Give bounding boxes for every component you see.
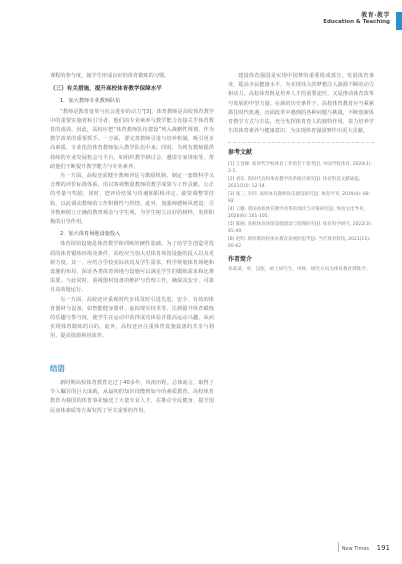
paragraph: 另一方面，高校还需健全教师评估与激励机制，制定一套既科学又合理的评价标准体系，用以客观衡量教师的教学成果与工作贡献，公正的考量与奖励，同时，把评价结果与待遇和职称评定、薪资调整等挂钩，以此调动教师的工作积极性与热情。此外，加强师德师风建设，引导教师树立正确的教育观念与学生观，为学生树立良好的榜样，发挥积极的引导作用。 [50,173,214,226]
reference-item: [1] 王登峰. 新时代学校体育工作的若干思考[J]. 中国学校体育, 2020(1): 2-5. [228,161,373,174]
journal-name: New Times [341,546,370,552]
section-title: 教育·教学 [361,12,390,19]
references-title: 参考文献 [228,149,253,157]
paragraph: 课程的参与度，使学生形成良好的体育锻炼的习惯。 [50,73,170,79]
author-bio: 孙某某，男，汉族，硕士研究生，讲师，研究方向为体育教育训练学。 [228,266,371,272]
page-footer [342,544,390,552]
left-column [50,72,214,416]
reference-item: [2] 刘东. 新时代高校体育教学改革路径探究[J]. 体育科技文献通报, 2021(10): 12-14. [228,176,361,189]
section-subtitle: Education & Teaching [323,19,390,25]
paragraph: 建设体育强国是实现中国梦的重要组成部分。发展体育事业，提高全民健康水平，为实现伟大的梦想注入源源不断的动力和活力。高校体育既是培养人才的重要途径，又是推动体育改革与发展的中坚力量。在新的历史条件下，高校体育教育应当紧紧抓住时代机遇，直面改革中遇到的各种问题与挑战，不断创新体育教学方式与方法，充分发挥体育育人的独特作用，着力培养学生的体育素养与健康意识，为实现体育强国梦作出更大贡献。 [228,73,374,135]
subsection-heading: 1．加大教师专业教师队伍 [60,98,121,105]
reference-item: [3] 张三, 李四. 高校体育教师队伍建设研究[J]. 体育学刊, 2019(4): 88-92. [228,191,371,204]
header-accent-bar [396,12,402,30]
paragraph: “教师是教育变革与社会进步的动力”[3]，体育教师是高校体育教学中的重要实施者和引导者，他们的专业素养与教学能力直接关乎体育教育的成效。因此，高校应把“体育教师队伍建设”列入战略性规划，作为教学改革的重要抓手。一方面，要完善教师引进与培养机制，吸引更多高素质、专业化的体育教师加入教学队伍中来；同时，为现有教师提供持续的专业发展机会与平台，如组织教学研讨会、邀请专家讲座等，帮助他们不断提升教学能力与专业素养。 [50,108,214,170]
subsection-heading: 2．加大体育场地设施投入 [60,231,121,238]
references-list [228,161,374,250]
footer-divider [338,542,339,552]
divider [228,142,374,144]
conclusion-title: 结语 [50,363,65,373]
page-number: 191 [376,544,390,552]
page-header [323,10,390,25]
section-heading: （三）有关措施，提升高校体育教学保障水平 [50,86,162,93]
reference-item: [6] 赵明. 新时期高校体育教育发展的思考[J]. 当代体育科技, 2021(15): 60-62. [228,236,371,249]
conclusion-paragraph: 新时期高校体育教育走过了40多年，风雨历程。总体而言，取得了令人瞩目的巨大成就，从最初的知识技能到如今的素质教育。高校体育教育为我国的体育事业输送了大量专业人才，在推动全民健身、提升国民身体素质等方面发挥了至关重要的作用。 [50,379,214,414]
right-column [228,72,374,273]
paragraph: 另一方面，高校还应重视时代步伐及时引进先进、安全、有效的体育器材与设备，如智能健身器材、虚拟现实技术等，达到提升体育锻炼的乐趣与参与度，使学生在运动中获得成功体验并提高运动兴趣，从而实现体育锻炼的目的。此外，高校还应注重体育设施设备的共享与利用，提高资源利用效率。 [50,296,214,340]
reference-item: [4] 王鹏. 我国高校体育教学改革的现状与对策研究[J]. 体育文化导刊, 2020(6): 101-105. [228,206,365,219]
reference-item: [5] 陈刚. 高校体育场馆设施建设与管理研究[J]. 体育科学研究, 2022(3): 45-49. [228,221,373,234]
author-bio-title: 作者简介 [228,255,253,263]
paragraph: 体育场馆设施是体育教学和训练的硬件基础。为了给学生创造更优质的体育锻炼环境及条件，高校应当加大对体育场馆设施的投入以及更新力度。其一，应结合学校实际状况及学生需求，科学规划体育场地和设施的布局，保证各类体育场地与设施可以满足学生的锻炼需求和比赛需要。与此同时，重视器材设备的维护与管理工作，确保其安全、可靠且高效地运行。 [50,241,214,294]
